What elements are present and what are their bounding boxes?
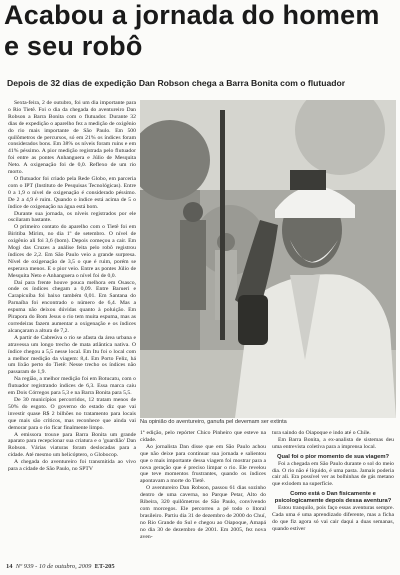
interview-question: Como está o Dan fisicamente e psicologicamente depois dessa aventura?: [274, 491, 392, 505]
issue-number: Nº 939: [15, 563, 34, 570]
page-footer: 14 Nº 939 - 10 de outubro, 2009 ET-205: [6, 563, 115, 570]
paragraph: O primeiro contato do aparelho com o Tietê foi em Biritiba Mirim, no dia 1º de setembro. O nível de oxigênio ali foi 3,6 (bom). Depois começou a cair. Em Mogi das Cruzes a análise feita pelo robô registrou índices de 2,2. Em São Paulo veio a grande surpresa. Nível de oxigenação de 3,5 o que é ruim, porém se esperava menos. E o pior veio. Entre as pontes Júlio de Mesquita Neto e Anhanguera o nível foi de 0,0.: [8, 224, 136, 279]
page-number: 14: [6, 563, 13, 570]
paragraph: Daí para frente houve pouca melhora em Osasco, onde os índices chegam a 0,09. Entre Barueri e Carapicuíba foi baixo também 0,01. Em Santana do Parnaíba foi encontrado o número de 6,4. Mas a espuma não deixou dúvidas quanto à poluição. Em Pirapora do Bom Jesus o rio tem muita espuma, mas as corredeiras fazem aumentar a oxigenação e os índices alcançaram a altura de 7,2.: [8, 279, 136, 334]
paragraph: Ao jornalista Dan disse que em São Paulo achou que não deixe para continuar sua jornada e salientou que o mais importante dessa viagem foi mostrar para a nova geração que é preciso limpar o rio. Ele revelou que teve momentos frustrantes, quando os índices apontavam a morte do Tietê.: [140, 443, 266, 485]
paragraph: Na região, a melhor medição foi em Botucatu, com o flutuador registrando índices de 6,3. Essa marca caiu em Dois Córregos para 5,3 e na Barra Bonita para 5,5.: [8, 376, 136, 397]
paragraph: A chegada do aventureiro foi transmitida ao vivo para a cidade de São Paulo, no SPTV: [8, 459, 136, 473]
paragraph: Em Barra Bonita, a ex-analista de sistemas deu uma entrevista coletiva para a imprensa local.: [272, 436, 394, 450]
paragraph: 1ª edição, pelo repórter Chico Pinheiro que esteve na cidade.: [140, 430, 266, 443]
paragraph: Estou tranquilo, pois faço essas aventuras sempre. Cada uma é uma aprendizado diferente, mas a ficha do que fiz agora só vai cair daqui a duas semanas, quando estiver: [272, 505, 394, 532]
interview-question: Qual foi o pior momento de sua viagem?: [276, 453, 390, 460]
paragraph: Foi a chegada em São Paulo durante o sol do meio dia. O rio não é líquido, é uma pasta. Jamais poderia cair ali. Era possível ver as bolhinhas de gás metano que exlodem na superfície.: [272, 460, 394, 488]
headline: Acabou a jornada do homem e seu robô: [4, 0, 380, 61]
paragraph: tura saindo do Oiapoque e indo até o Chile.: [272, 430, 371, 436]
paragraph: O flutuador foi criado pela Rede Globo, em parceria com o IPT (Instituto de Pesquisas Tecnológicas). Entre 0 a 1,9 o nível de oxigenação é considerado péssimo. De 2 a 4,9 é ruim. Quando o índice está acima de 5 o índice de oxigenação na água está bom.: [8, 175, 136, 210]
paragraph: A partir de Cabreúva o rio se afasta da área urbana e atravessa um longo trecho de mata atlântica nativa. O índice chegou a 5,5 nesse local. Em Itu foi o local com a melhor medição da viagem: 8,4. Em Porto Feliz, há um lixão perto do Tietê: Nesse trecho os índices não passaram de 1,9.: [8, 334, 136, 376]
edition-code: ET-205: [94, 563, 115, 570]
paragraph: Durante sua jornada, os níveis registrados por ele oscilaram bastante.: [8, 210, 136, 224]
article-column-1: [8, 100, 136, 562]
article-photo: [140, 100, 396, 418]
subheadline: Depois de 32 dias de expedição Dan Robson chega a Barra Bonita com o flutuador: [7, 78, 346, 88]
paragraph: A emissora trouxe para Barra Bonita um grande aparato para recepcionar sua criatura e o 'guardião' Dan Robson. Várias viaturas foram deslocadas para a cidade. Até mesmo um helicóptero, o Globocop.: [8, 431, 136, 459]
article-column-3: [272, 430, 394, 562]
photo-caption: Na opinião do aventureiro, ganufa pel devemam ser extinta: [140, 419, 287, 425]
issue-date: 10 de outubro, 2009: [38, 563, 92, 570]
paragraph: Sexta-feira, 2 de outubro, foi um dia importante para o Rio Tietê. Foi o dia da chegada do aventureiro Dan Robson a Barra Bonita com o flutuador. Durante 32 dias de expedição o aparelho fez a medição de oxigênio do rio mais importante de São Paulo. Em 500 quilômetros de percursos, só em 21% os índices foram considerados bons. Em 38% os níveis foram ruins e em 41% péssimo. A pior medição registrada pelo flutuador foi entre as pontes Anhanguera e Júlio de Mesquita Neto. A oxigenação foi de 0,0. Reflexo de um rio morto.: [8, 100, 136, 176]
photo-illustration: [140, 100, 396, 418]
paragraph: De 30 municípios percorridos, 12 tratam menos de 50% do esgoto. O governo do estado diz que vai investir quase R$ 2 bilhões no tratamento para locais que mais são críticos, mas reconhece que ainda vai demorar para o rio ficar finalmente limpo.: [8, 396, 136, 431]
paragraph: O aventureiro Dan Robson, passou 61 dias sozinho dentro de uma caverna, no Parque Petar, Alto do Ribeira, 320 quilômetros de São Paulo, convivendo com morcegos. Ele percorreu a pé todo o litoral brasileiro. Partiu dia 31 de dezembro de 2000 do Chuí, no Rio Grande do Sul e chegou ao Oiapoque, Amapá no dia 30 de dezembro de 2001. Em 2005, fez nova aven-: [140, 485, 266, 540]
article-column-2: [140, 430, 266, 562]
